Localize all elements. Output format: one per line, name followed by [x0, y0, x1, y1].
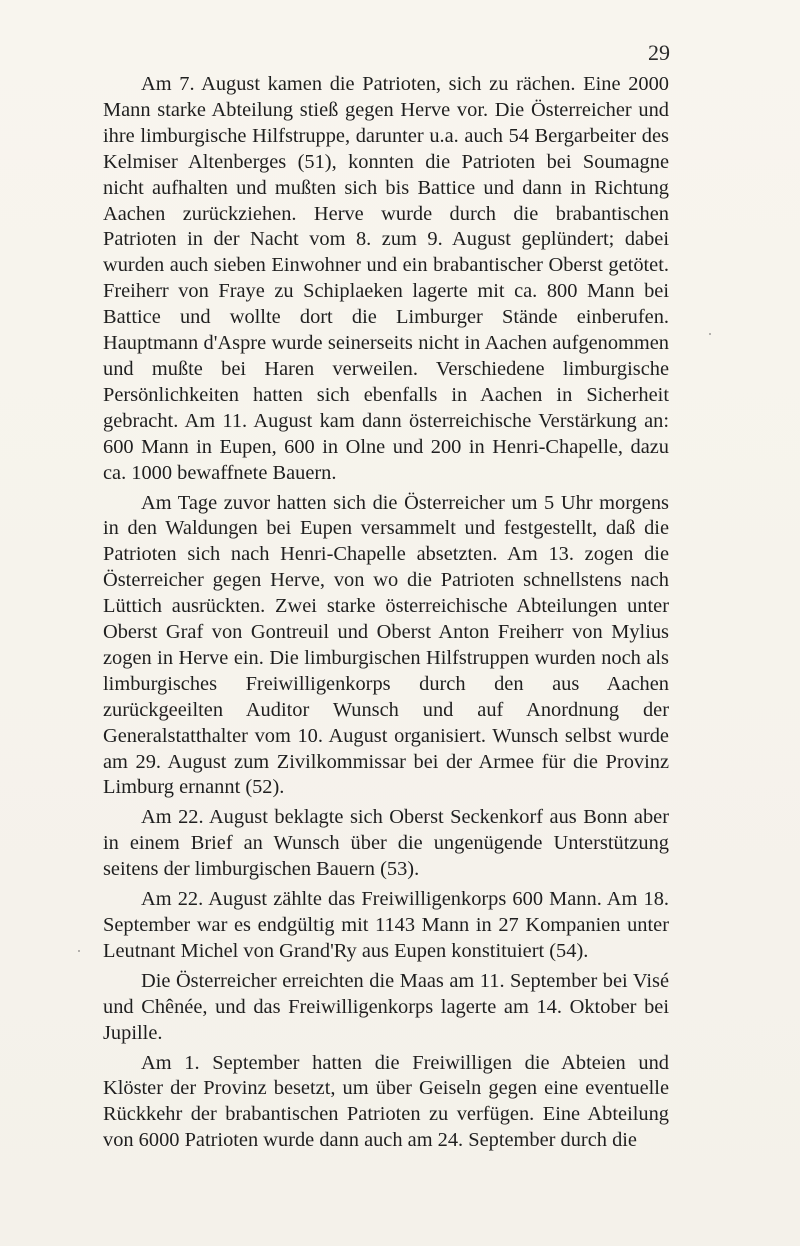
paragraph-2: Am Tage zuvor hatten sich die Österreicher um 5 Uhr morgens in den Waldungen bei Eupen versammelt und festgestellt, daß die Patrioten sich nach Henri-Chapelle absetzten. Am 13. zogen die Österreicher gegen Herve, von wo die Patrioten schnellstens nach Lüttich ausrückten. Zwei starke österreichische Abteilungen unter Oberst Graf von Gontreuil und Oberst Anton Freiherr von Mylius zogen in Herve ein. Die limburgischen Hilfstruppen wurden noch als limburgisches Freiwilligenkorps durch den aus Aachen zurückgeeilten Auditor Wunsch und auf Anordnung der Generalstatthalter vom 10. August organisiert. Wunsch selbst wurde am 29. August zum Zivilkommissar bei der Armee für die Provinz Limburg ernannt (52).	[103, 491, 669, 799]
margin-speck	[709, 333, 711, 335]
main-text	[103, 72, 669, 1154]
paragraph-5: Die Österreicher erreichten die Maas am 11. September bei Visé und Chênée, und das Freiwilligenkorps lagerte am 14. Oktober bei Jupille.	[103, 969, 669, 1044]
paragraph-6: Am 1. September hatten die Freiwilligen die Abteien und Klöster der Provinz besetzt, um über Geiseln gegen eine eventuelle Rückkehr der brabantischen Patrioten zu verfügen. Eine Abteilung von 6000 Patrioten wurde dann auch am 24. September durch die	[103, 1051, 669, 1152]
margin-speck	[78, 950, 80, 952]
page-number: 29	[648, 40, 670, 65]
paragraph-4: Am 22. August zählte das Freiwilligenkorps 600 Mann. Am 18. September war es endgültig mit 1143 Mann in 27 Kompanien unter Leutnant Michel von Grand'Ry aus Eupen konstituiert (54).	[103, 888, 669, 962]
paragraph-1: Am 7. August kamen die Patrioten, sich zu rächen. Eine 2000 Mann starke Abteilung stieß gegen Herve vor. Die Österreicher und ihre limburgische Hilfstruppe, darunter u.a. auch 54 Bergarbeiter des Kelmiser Altenberges (51), konnten die Patrioten bei Soumagne nicht aufhalten und mußten sich bis Battice und dann in Richtung Aachen zurückziehen. Herve wurde durch die brabantischen Patrioten in der Nacht vom 8. zum 9. August geplündert; dabei wurden auch sieben Einwohner und ein brabantischer Oberst getötet. Freiherr von Fraye zu Schiplaeken lagerte mit ca. 800 Mann bei Battice und wollte dort die Limburger Stände einberufen. Hauptmann d'Aspre wurde seinerseits nicht in Aachen aufgenommen und mußte bei Haren verweilen. Verschiedene limburgische Persönlichkeiten hatten sich ebenfalls in Aachen in Sicherheit gebracht. Am 11. August kam dann österreichische Verstärkung an: 600 Mann in Eupen, 600 in Olne und 200 in Henri-Chapelle, dazu ca. 1000 bewaffnete Bauern.	[103, 73, 669, 484]
paragraph-3: Am 22. August beklagte sich Oberst Seckenkorf aus Bonn aber in einem Brief an Wunsch über die ungenügende Unterstützung seitens der limburgischen Bauern (53).	[103, 806, 669, 881]
